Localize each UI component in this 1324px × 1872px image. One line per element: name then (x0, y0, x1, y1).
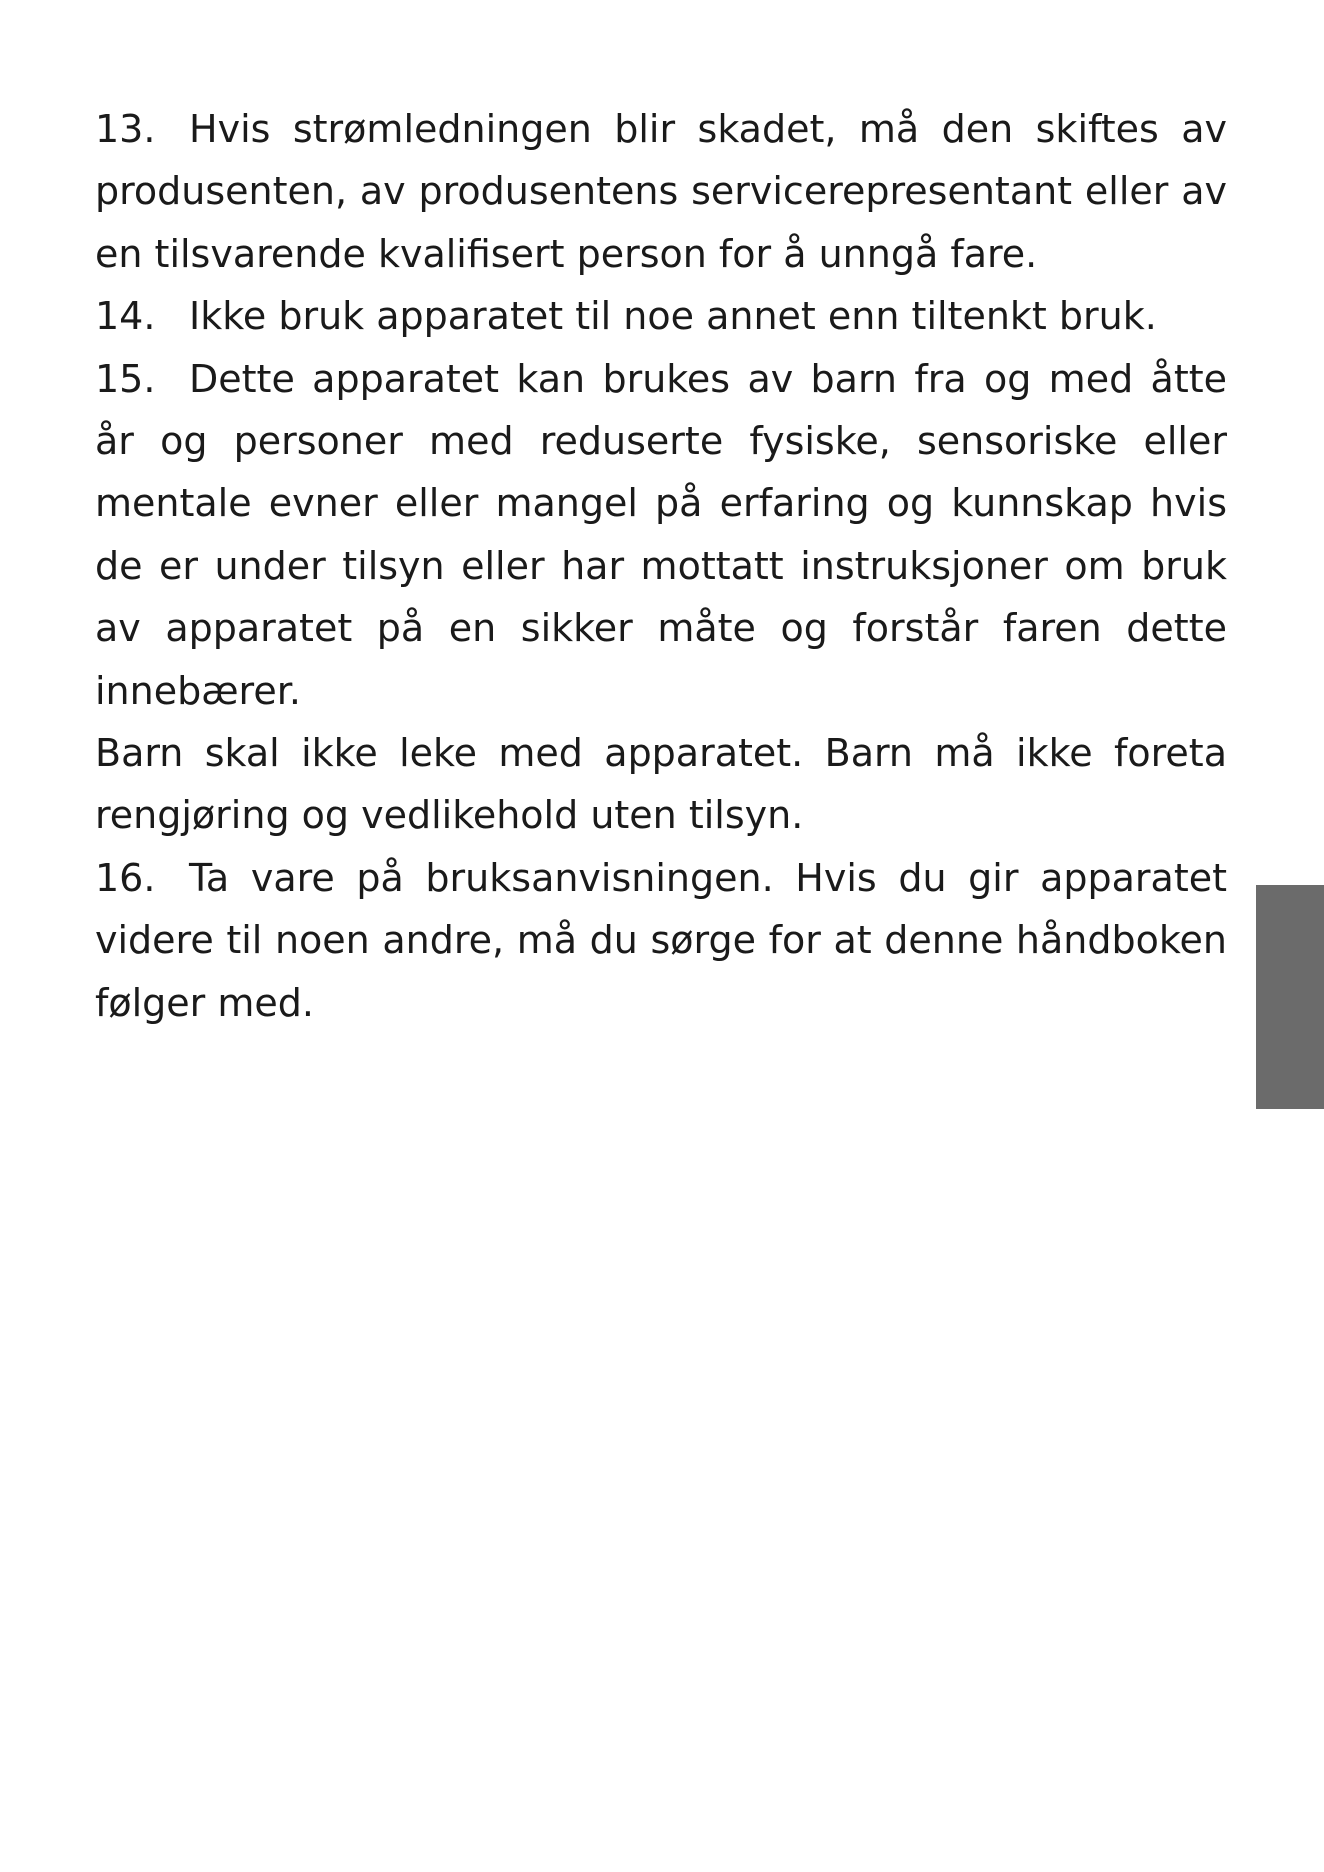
instruction-item-15 (95, 348, 1227, 722)
item-text: Dette apparatet kan brukes av barn fra og med åtte år og personer med reduserte fysiske, sensoriske eller mentale evner eller mangel på erfaring og kunnskap hvis de er under tilsyn eller har mottatt instruksjoner om bruk av apparatet på en sikker måte og forstår faren dette innebærer. (95, 356, 1227, 713)
instruction-item-13 (95, 98, 1227, 285)
safety-instructions (95, 98, 1227, 1034)
item-text: Hvis strømledningen blir skadet, må den skiftes av produsenten, av produsentens servicerepresentant eller av en tilsvarende kvalifisert person for å unngå fare. (95, 107, 1227, 276)
item-number: 13. (95, 107, 156, 151)
instruction-item-16 (95, 847, 1227, 1034)
instruction-item-14 (95, 285, 1227, 347)
item-number: 16. (95, 855, 156, 900)
item-text: Ikke bruk apparatet til noe annet enn tiltenkt bruk. (189, 294, 1157, 339)
item-number: 15. (95, 356, 156, 401)
section-tab-marker (1256, 885, 1324, 1109)
children-note: Barn skal ikke leke med apparatet. Barn må ikke foreta rengjøring og vedlikehold uten tilsyn. (95, 731, 1227, 838)
item-text: Ta vare på bruksanvisningen. Hvis du gir apparatet videre til noen andre, må du sørge for at denne håndboken følger med. (95, 855, 1227, 1025)
item-number: 14. (95, 294, 156, 339)
